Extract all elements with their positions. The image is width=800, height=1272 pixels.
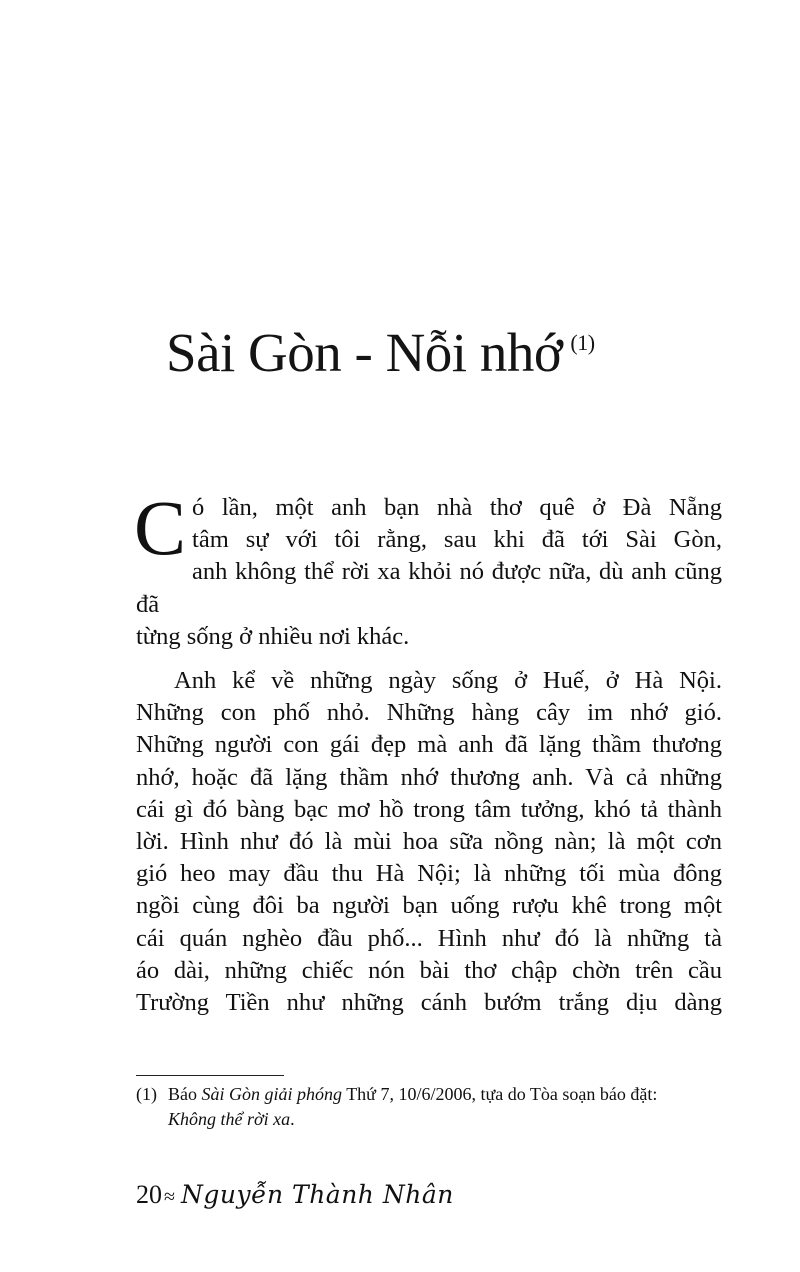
page-number: 20 xyxy=(136,1180,162,1209)
text-line: nhớ, hoặc đã lặng thầm nhớ thương anh. Và cả những xyxy=(136,763,722,791)
text-line: tâm sự với tôi rằng, sau khi đã tới Sài Gòn, xyxy=(192,526,722,554)
text-line: lời. Hình như đó là mùi hoa sữa nồng nàn; là một cơn xyxy=(136,828,722,856)
footnote-middle: Thứ 7, 10/6/2006, tựa do Tòa soạn báo đặt: xyxy=(342,1084,658,1104)
footnote xyxy=(136,1082,726,1132)
footnote-title: Không thể rời xa xyxy=(168,1109,291,1129)
paragraph-2 xyxy=(136,665,722,1019)
drop-cap: C xyxy=(134,484,187,571)
text-line: từng sống ở nhiều nơi khác. xyxy=(136,622,410,650)
footnote-number: (1) xyxy=(136,1084,157,1104)
text-line: Những người con gái đẹp mà anh đã lặng thầm thương xyxy=(136,731,722,759)
text-line: cái gì đó bàng bạc mơ hồ trong tâm tưởng, khó tả thành xyxy=(136,795,722,823)
footnote-suffix: . xyxy=(290,1109,295,1129)
text-line: anh không thể rời xa khỏi nó được nữa, dù anh cũng đã xyxy=(136,558,722,618)
text-line: áo dài, những chiếc nón bài thơ chập chờn trên cầu xyxy=(136,956,722,984)
footnote-divider xyxy=(136,1075,284,1076)
text-line: gió heo may đầu thu Hà Nội; là những tối mùa đông xyxy=(136,860,722,888)
footnote-reference: (1) xyxy=(570,330,595,355)
footnote-text xyxy=(168,1082,726,1132)
text-line: ó lần, một anh bạn nhà thơ quê ở Đà Nẵng xyxy=(192,494,722,521)
footnote-prefix: Báo xyxy=(168,1084,202,1104)
text-line: ngồi cùng đôi ba người bạn uống rượu khê trong một xyxy=(136,892,722,920)
paragraph-1 xyxy=(134,484,722,653)
text-line: Trường Tiền như những cánh bướm trắng dịu dàng xyxy=(136,989,722,1017)
text-line: Anh kể về những ngày sống ở Huế, ở Hà Nội. xyxy=(174,667,722,695)
chapter-title xyxy=(166,318,595,388)
text-line: Những con phố nhỏ. Những hàng cây im nhớ gió. xyxy=(136,699,722,727)
chapter-title-text: Sài Gòn - Nỗi nhớ xyxy=(166,322,563,383)
text-line: cái quán nghèo đầu phố... Hình như đó là những tà xyxy=(136,924,722,952)
body-text xyxy=(134,484,722,1019)
page-footer xyxy=(136,1180,454,1212)
author-name: Nguyễn Thành Nhân xyxy=(180,1180,454,1209)
footnote-source: Sài Gòn giải phóng xyxy=(201,1084,343,1104)
ornament-icon: ≈ xyxy=(164,1186,175,1208)
